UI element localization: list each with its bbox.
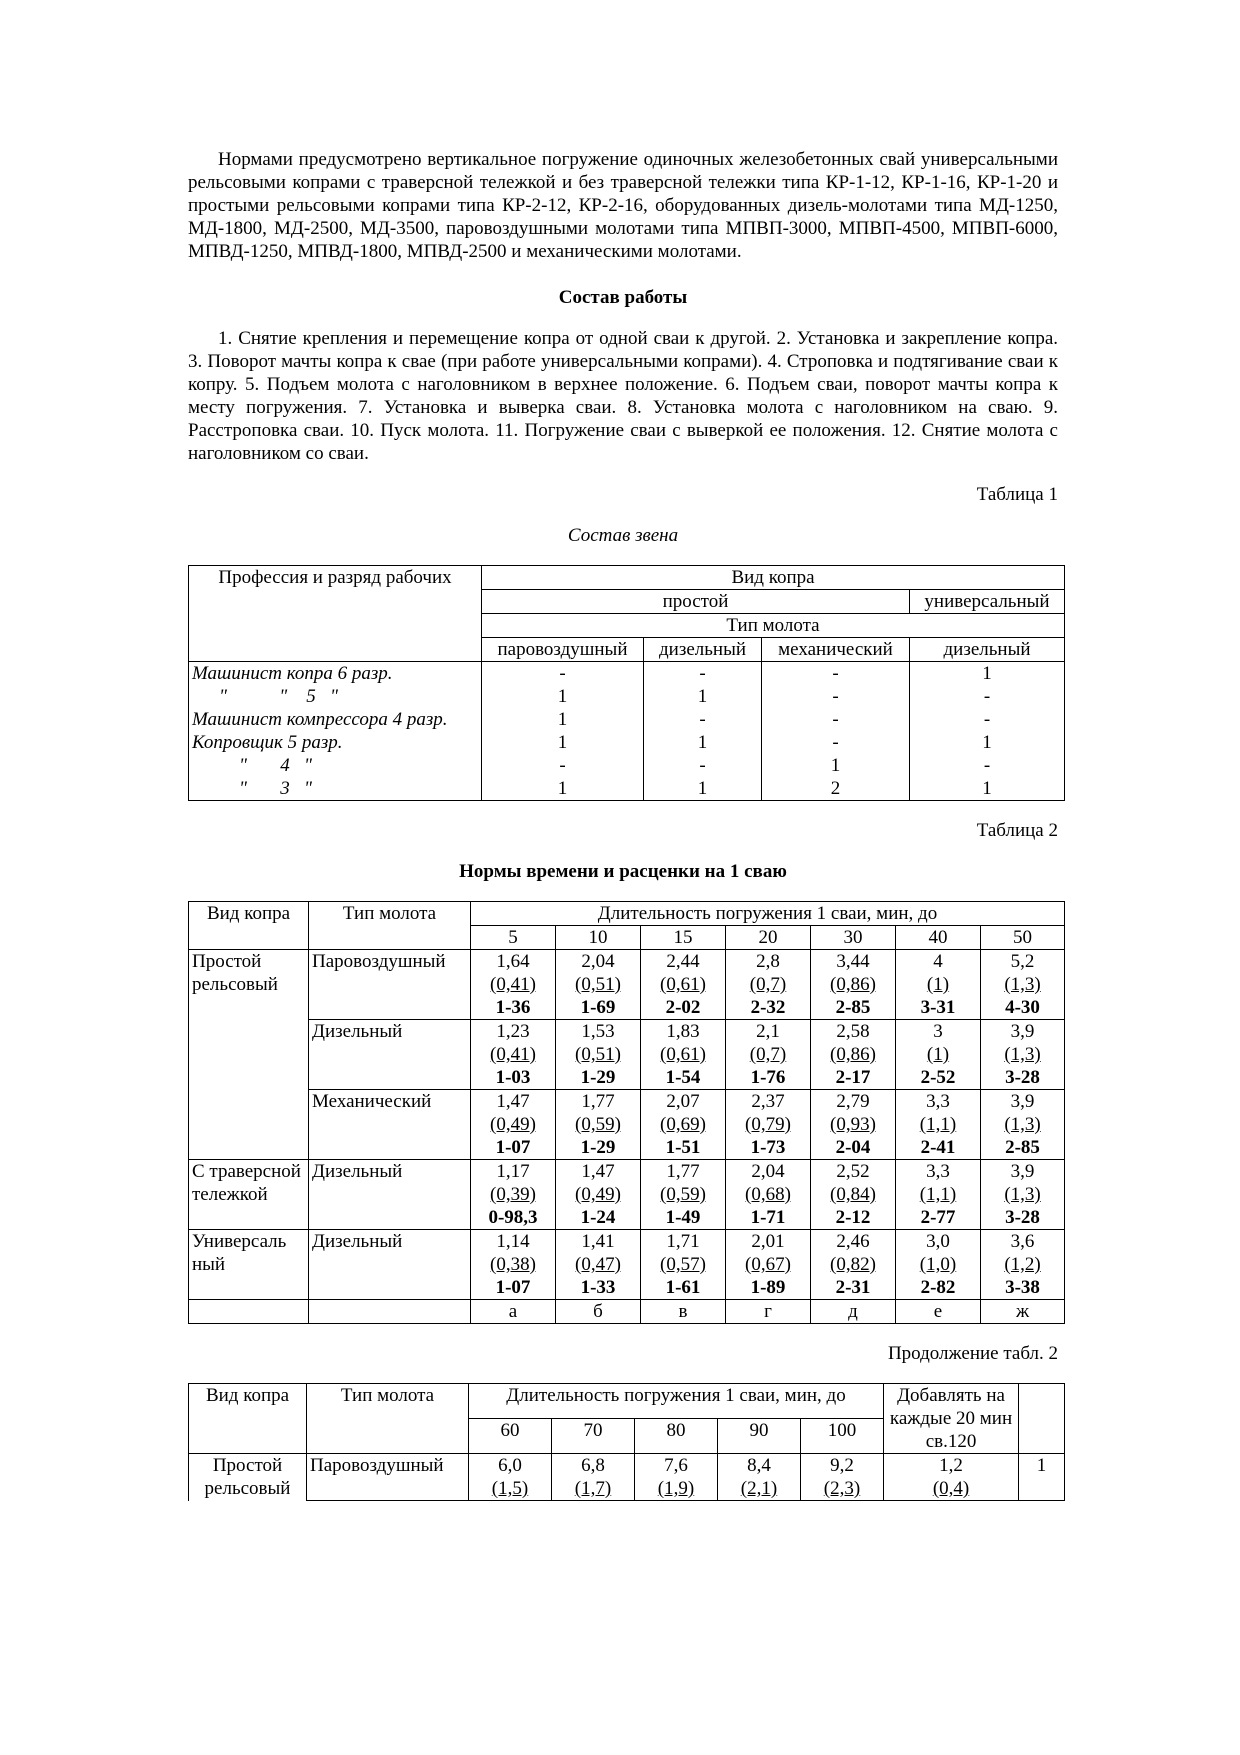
- norms-cell: [896, 1090, 981, 1160]
- cont-duration: 100: [801, 1419, 884, 1454]
- norm-time: 2,1: [756, 1021, 780, 1042]
- cont-row: [189, 1454, 1065, 1501]
- norm-time: 1,41: [581, 1231, 615, 1252]
- norm-rate: 2-85: [835, 997, 871, 1018]
- norms-cell: [726, 1160, 811, 1230]
- crew-cell: -: [762, 708, 910, 731]
- norm-machine-time: (0,61): [660, 974, 706, 995]
- norm-rate: 1-07: [495, 1277, 531, 1298]
- crew-cell: -: [762, 685, 910, 708]
- work-heading: Состав работы: [558, 287, 688, 308]
- work-paragraph: 1. Снятие крепления и перемещение копра от одной сваи к другой. 2. Установка и закрепление копра. 3. Поворот мачты копра к свае (при работе универсальными копрами). 4. Строповка и подтягивание сваи к копру. 5. Подъем молота с наголовником в верхнее положение. 6. Подъем сваи, поворот мачты копра к месту погружения. 7. Установка и выверка сваи. 8. Установка молота с наголовником на сваю. 9. Расстроповка сваи. 10. Пуск молота. 11. Погружение сваи с выверкой ее положения. 12. Снятие молота с наголовником со сваи.: [188, 328, 1058, 464]
- norm-machine-time: (0,79): [745, 1114, 791, 1135]
- norms-cell: [811, 1090, 896, 1160]
- cont-num-cell: 1: [1019, 1454, 1065, 1501]
- norm-time: 5,2: [1010, 951, 1035, 972]
- norms-duration: 15: [641, 926, 726, 950]
- norm-machine-time: (0,59): [660, 1184, 706, 1205]
- crew-cell: 1: [482, 777, 644, 801]
- norm-time: 2,07: [666, 1091, 700, 1112]
- crew-cell: 1: [910, 731, 1065, 754]
- cont-duration: 70: [552, 1419, 635, 1454]
- crew-row-name: Машинист компрессора 4 разр.: [189, 708, 482, 731]
- crew-cell: 1: [910, 662, 1065, 686]
- document-page: [188, 148, 1058, 1501]
- norms-hammer: Дизельный: [309, 1230, 471, 1300]
- crew-cell: 1: [762, 754, 910, 777]
- cont-header-hammer: Тип молота: [307, 1384, 469, 1454]
- crew-header-pile-type: Вид копра: [482, 566, 1065, 590]
- norm-rate: 1-54: [665, 1067, 701, 1088]
- norms-row: [189, 1230, 1065, 1300]
- norms-duration: 30: [811, 926, 896, 950]
- norm-rate: 1-07: [495, 1137, 531, 1158]
- norm-machine-time: (0,84): [830, 1184, 876, 1205]
- norm-machine-time: (1,3): [1004, 974, 1041, 995]
- norms-letter-blank: [309, 1300, 471, 1324]
- norm-machine-time: (0,49): [490, 1114, 536, 1135]
- norms-cell: [981, 1090, 1065, 1160]
- norms-letter: г: [726, 1300, 811, 1324]
- crew-table: [188, 565, 1065, 801]
- norm-machine-time: (0,59): [575, 1114, 621, 1135]
- crew-header-universal: универсальный: [910, 590, 1065, 614]
- norms-cell: [641, 1230, 726, 1300]
- cont-cell: 6,0 (1,5): [469, 1454, 552, 1501]
- norm-time: 2,79: [836, 1091, 870, 1112]
- norm-machine-time: (0,86): [830, 974, 876, 995]
- norm-rate: 1-69: [580, 997, 616, 1018]
- norm-machine-time: (0,82): [830, 1254, 876, 1275]
- norms-cell: [471, 1160, 556, 1230]
- table2-title: Нормы времени и расценки на 1 сваю: [459, 861, 787, 882]
- norm-rate: 2-04: [835, 1137, 871, 1158]
- norms-row: [189, 1090, 1065, 1160]
- norm-rate: 1-71: [750, 1207, 786, 1228]
- crew-row: [189, 662, 1065, 686]
- norm-rate: 1-76: [750, 1067, 786, 1088]
- norm-time: 1,17: [496, 1161, 530, 1182]
- norm-rate: 2-77: [920, 1207, 956, 1228]
- norms-cell: [471, 1090, 556, 1160]
- norms-cell: [641, 1020, 726, 1090]
- norm-time: 2,46: [836, 1231, 870, 1252]
- crew-cell: 1: [644, 777, 762, 801]
- norm-machine-time: (0,41): [490, 1044, 536, 1065]
- cont-duration: 80: [635, 1419, 718, 1454]
- norms-header-duration: Длительность погружения 1 сваи, мин, до: [471, 902, 1065, 926]
- norm-rate: 2-85: [1005, 1137, 1040, 1158]
- norm-machine-time: (0,57): [660, 1254, 706, 1275]
- cont-header-add: Добавлять на каждые 20 мин св.120: [884, 1384, 1019, 1454]
- cont-cell: 9,2 (2,3): [801, 1454, 884, 1501]
- norm-time: 3: [933, 1021, 943, 1042]
- norms-cell: [641, 950, 726, 1020]
- crew-cell: -: [910, 708, 1065, 731]
- norm-time: 3,3: [926, 1161, 950, 1182]
- norms-header-hammer: Тип молота: [309, 902, 471, 950]
- norm-machine-time: (0,69): [660, 1114, 706, 1135]
- norms-row: [189, 950, 1065, 1020]
- norm-machine-time: (1,1): [919, 1184, 957, 1205]
- crew-col-header: механический: [762, 638, 910, 662]
- norms-letter-blank: [189, 1300, 309, 1324]
- cont-cell: 8,4 (2,1): [718, 1454, 801, 1501]
- intro-paragraph: Нормами предусмотрено вертикальное погружение одиночных железобетонных свай универсальными рельсовыми копрами с траверсной тележкой и без траверсной тележки типа КР-1-12, КР-1-16, КР-1-20 и простыми рельсовыми копрами типа КР-2-12, КР-2-16, оборудованных дизель-молотами типа МД-1250, МД-1800, МД-2500, МД-3500, паровоздушными молотами типа МПВП-3000, МПВП-4500, МПВП-6000, МПВД-1250, МПВД-1800, МПВД-2500 и механическими молотами.: [188, 149, 1058, 262]
- norm-rate: 2-31: [835, 1277, 871, 1298]
- norms-cell: [981, 1160, 1065, 1230]
- norms-duration: 5: [471, 926, 556, 950]
- norm-time: 2,04: [751, 1161, 785, 1182]
- norms-cell: [896, 1020, 981, 1090]
- norm-rate: 2-32: [750, 997, 786, 1018]
- norm-time: 4: [933, 951, 943, 972]
- norms-hammer: Дизельный: [309, 1020, 471, 1090]
- norms-pile-type: Простой рельсовый: [189, 950, 309, 1160]
- norms-continuation-table: [188, 1383, 1065, 1501]
- crew-cell: 1: [482, 685, 644, 708]
- norm-time: 3,3: [926, 1091, 950, 1112]
- norms-table: [188, 901, 1065, 1324]
- norm-machine-time: (0,51): [575, 1044, 621, 1065]
- crew-header-simple: простой: [482, 590, 910, 614]
- norm-machine-time: (0,93): [830, 1114, 876, 1135]
- norm-machine-time: (0,47): [575, 1254, 621, 1275]
- norms-letter: д: [811, 1300, 896, 1324]
- norm-time: 2,8: [756, 951, 780, 972]
- norm-time: 1,53: [581, 1021, 615, 1042]
- crew-header-profession: Профессия и разряд рабочих: [189, 566, 482, 662]
- norm-rate: 2-02: [665, 997, 701, 1018]
- norms-row: [189, 1160, 1065, 1230]
- crew-cell: -: [644, 662, 762, 686]
- cont-header-duration: Длительность погружения 1 сваи, мин, до: [469, 1384, 884, 1419]
- norm-time: 3,0: [926, 1231, 950, 1252]
- crew-cell: -: [644, 754, 762, 777]
- norm-machine-time: (0,49): [575, 1184, 621, 1205]
- norm-machine-time: (1,3): [1004, 1044, 1041, 1065]
- norm-rate: 3-31: [920, 997, 956, 1018]
- norms-cell: [811, 1160, 896, 1230]
- norm-machine-time: (0,39): [490, 1184, 536, 1205]
- norms-cell: [811, 950, 896, 1020]
- norms-letter: в: [641, 1300, 726, 1324]
- norms-cell: [556, 1160, 641, 1230]
- norm-time: 2,52: [836, 1161, 870, 1182]
- table2-label: Таблица 2: [976, 820, 1058, 841]
- norm-time: 1,47: [496, 1091, 530, 1112]
- crew-row-name: " " 5 ": [189, 685, 482, 708]
- norm-rate: 1-33: [580, 1277, 616, 1298]
- norm-time: 1,77: [581, 1091, 615, 1112]
- norm-rate: 3-28: [1005, 1067, 1040, 1088]
- crew-cell: 1: [644, 731, 762, 754]
- norm-rate: 0-98,3: [488, 1207, 538, 1228]
- norms-cell: [896, 1160, 981, 1230]
- crew-cell: -: [910, 685, 1065, 708]
- norms-cell: [896, 950, 981, 1020]
- norms-cell: [471, 1230, 556, 1300]
- crew-cell: -: [482, 754, 644, 777]
- norms-cell: [471, 950, 556, 1020]
- norm-rate: 1-61: [665, 1277, 701, 1298]
- norm-time: 1,14: [496, 1231, 530, 1252]
- norm-machine-time: (0,67): [745, 1254, 791, 1275]
- norm-rate: 2-12: [835, 1207, 871, 1228]
- table1-title: Состав звена: [567, 525, 679, 546]
- norm-time: 2,01: [751, 1231, 785, 1252]
- norm-machine-time: (0,51): [575, 974, 621, 995]
- norms-duration: 20: [726, 926, 811, 950]
- norm-rate: 3-38: [1005, 1277, 1040, 1298]
- norm-time: 3,9: [1010, 1161, 1035, 1182]
- norms-cell: [896, 1230, 981, 1300]
- table2b-label: Продолжение табл. 2: [887, 1343, 1058, 1364]
- norm-rate: 3-28: [1005, 1207, 1040, 1228]
- norms-cell: [556, 1230, 641, 1300]
- norm-time: 3,9: [1010, 1021, 1035, 1042]
- crew-cell: 1: [644, 685, 762, 708]
- norm-time: 1,47: [581, 1161, 615, 1182]
- norms-cell: [471, 1020, 556, 1090]
- norm-rate: 2-17: [835, 1067, 871, 1088]
- crew-cell: 1: [482, 708, 644, 731]
- norms-cell: [981, 1020, 1065, 1090]
- norms-pile-type: Универсаль ный: [189, 1230, 309, 1300]
- norm-machine-time: (0,7): [749, 1044, 787, 1065]
- crew-row: [189, 708, 1065, 731]
- crew-cell: -: [644, 708, 762, 731]
- norm-machine-time: (1,1): [919, 1114, 957, 1135]
- norms-cell: [726, 950, 811, 1020]
- norms-cell: [641, 1160, 726, 1230]
- norm-rate: 2-52: [920, 1067, 956, 1088]
- norm-time: 1,71: [666, 1231, 700, 1252]
- norms-cell: [726, 1230, 811, 1300]
- norms-cell: [556, 1020, 641, 1090]
- norms-hammer: Дизельный: [309, 1160, 471, 1230]
- crew-col-header: дизельный: [910, 638, 1065, 662]
- norms-cell: [726, 1090, 811, 1160]
- norms-letter: ж: [981, 1300, 1065, 1324]
- crew-row: [189, 777, 1065, 801]
- norm-time: 2,04: [581, 951, 615, 972]
- norm-rate: 1-51: [665, 1137, 701, 1158]
- norm-machine-time: (1,2): [1004, 1254, 1041, 1275]
- cont-cell: 7,6 (1,9): [635, 1454, 718, 1501]
- crew-cell: -: [910, 754, 1065, 777]
- norm-machine-time: (0,61): [660, 1044, 706, 1065]
- crew-cell: -: [762, 731, 910, 754]
- norm-time: 1,83: [666, 1021, 700, 1042]
- norms-hammer: Механический: [309, 1090, 471, 1160]
- norms-hammer: Паровоздушный: [309, 950, 471, 1020]
- norm-rate: 1-49: [665, 1207, 701, 1228]
- cont-header-pile-type: Вид копра: [189, 1384, 307, 1454]
- norm-time: 3,9: [1010, 1091, 1035, 1112]
- norm-time: 1,23: [496, 1021, 530, 1042]
- norm-rate: 2-41: [920, 1137, 956, 1158]
- crew-row: [189, 731, 1065, 754]
- crew-cell: -: [762, 662, 910, 686]
- crew-header-hammer-type: Тип молота: [482, 614, 1065, 638]
- crew-row-name: Машинист копра 6 разр.: [189, 662, 482, 686]
- norm-time: 3,44: [836, 951, 870, 972]
- norms-cell: [811, 1020, 896, 1090]
- norms-letter: б: [556, 1300, 641, 1324]
- crew-cell: 1: [910, 777, 1065, 801]
- crew-col-header: паровоздушный: [482, 638, 644, 662]
- norm-machine-time: (0,38): [490, 1254, 536, 1275]
- norms-pile-type: С траверсной тележкой: [189, 1160, 309, 1230]
- norm-machine-time: (0,68): [745, 1184, 791, 1205]
- norm-time: 2,44: [666, 951, 700, 972]
- norm-time: 2,37: [751, 1091, 785, 1112]
- norms-letter: е: [896, 1300, 981, 1324]
- norm-rate: 2-82: [920, 1277, 956, 1298]
- crew-cell: 2: [762, 777, 910, 801]
- norm-machine-time: (1,3): [1004, 1114, 1041, 1135]
- norm-rate: 1-24: [580, 1207, 616, 1228]
- norm-time: 1,64: [496, 951, 530, 972]
- norms-cell: [726, 1020, 811, 1090]
- cont-cell: 6,8 (1,7): [552, 1454, 635, 1501]
- norms-cell: [556, 950, 641, 1020]
- cont-header-blank: [1019, 1384, 1065, 1454]
- cont-duration: 60: [469, 1419, 552, 1454]
- crew-cell: 1: [482, 731, 644, 754]
- norms-duration: 50: [981, 926, 1065, 950]
- norms-cell: [981, 1230, 1065, 1300]
- norms-duration: 10: [556, 926, 641, 950]
- norm-machine-time: (1,3): [1004, 1184, 1041, 1205]
- crew-row-name: " 4 ": [189, 754, 482, 777]
- norms-header-pile-type: Вид копра: [189, 902, 309, 950]
- table1-label: Таблица 1: [976, 484, 1058, 505]
- crew-row: [189, 685, 1065, 708]
- norm-rate: 1-36: [495, 997, 531, 1018]
- norms-cell: [641, 1090, 726, 1160]
- norm-machine-time: (1,0): [919, 1254, 957, 1275]
- norms-cell: [981, 950, 1065, 1020]
- norm-rate: 1-29: [580, 1137, 616, 1158]
- norms-cell: [811, 1230, 896, 1300]
- norm-machine-time: (1): [926, 1044, 950, 1065]
- crew-col-header: дизельный: [644, 638, 762, 662]
- norm-time: 1,77: [666, 1161, 700, 1182]
- crew-row-name: Копровщик 5 разр.: [189, 731, 482, 754]
- norms-cell: [556, 1090, 641, 1160]
- norms-letter: а: [471, 1300, 556, 1324]
- norm-rate: 1-73: [750, 1137, 786, 1158]
- cont-add-cell: 1,2 (0,4): [884, 1454, 1019, 1501]
- crew-row-name: " 3 ": [189, 777, 482, 801]
- norms-duration: 40: [896, 926, 981, 950]
- cont-duration: 90: [718, 1419, 801, 1454]
- norm-machine-time: (0,41): [490, 974, 536, 995]
- norm-rate: 1-89: [750, 1277, 786, 1298]
- norm-machine-time: (1): [926, 974, 950, 995]
- norm-rate: 4-30: [1005, 997, 1040, 1018]
- cont-pile-type: Простой рельсовый: [189, 1454, 307, 1501]
- crew-row: [189, 754, 1065, 777]
- norm-rate: 1-03: [495, 1067, 531, 1088]
- crew-cell: -: [482, 662, 644, 686]
- norm-machine-time: (0,86): [830, 1044, 876, 1065]
- cont-hammer: Паровоздушный: [307, 1454, 469, 1501]
- norm-time: 3,6: [1010, 1231, 1035, 1252]
- norms-row: [189, 1020, 1065, 1090]
- norm-time: 2,58: [836, 1021, 870, 1042]
- norm-rate: 1-29: [580, 1067, 616, 1088]
- norm-machine-time: (0,7): [749, 974, 787, 995]
